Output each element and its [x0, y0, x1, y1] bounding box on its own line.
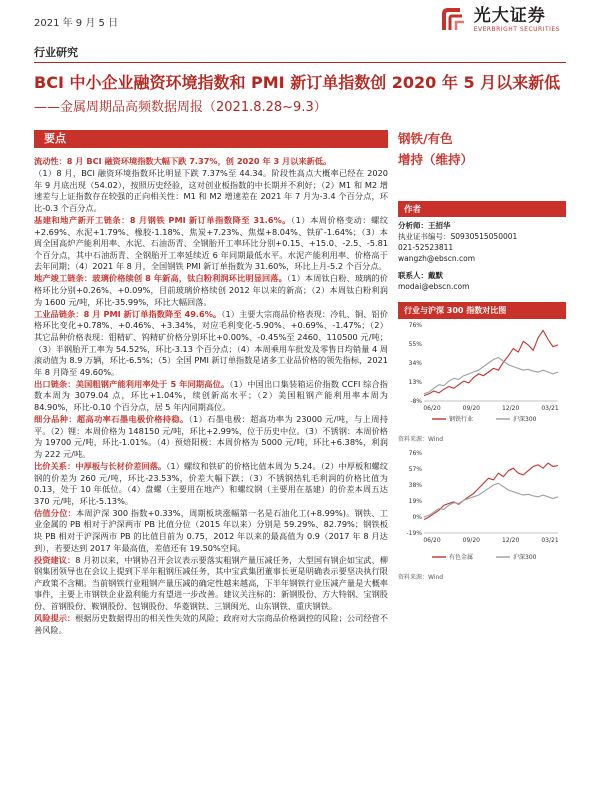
- keypoint-paragraph: [34, 379, 388, 414]
- keypoint-text: （1）本周价格变动：螺纹+2.69%、水泥+1.79%、橡胶-1.18%、焦炭+7.23%、焦煤+8.04%、铁矿-1.64%；（3）本周全国高炉产能利用率、水泥、石油沥青、全钢胎开工率环比分别+0.15、+15.0、-2.5、-5.81 个百分点，其中石油沥青、全钢胎开工率延续近 6 年同期最低水平。水泥产能利用率、价格高于去年同期；（4）2021 年 8 月，全国钢铁 PMI 新订单指数为 31.60%，环比上月-5.2 个百分点。: [34, 214, 388, 272]
- author-header: 作者: [398, 201, 566, 217]
- keypoint-paragraph: [34, 156, 388, 168]
- analyst-block: [398, 220, 566, 264]
- chart-source-1: 资料来源：Wind: [398, 436, 444, 443]
- keypoint-text: （1）8 月，BCI 融资环境指数环比明显下跌 7.37%至 44.34。阶段性高点大概率已经在 2020 年 9 月底出现（54.02），按照历史经验，这对创业板指数的中长期并不利好；（2）M1 和 M2 增速差与上证指数存在较强的正向相关性：M1 和 M2 增速差在 2021 年 7 月为-3.4 个百分点，环比-0.3 个百分点。: [34, 168, 388, 213]
- keypoint-heading: 估值分位：: [34, 507, 76, 518]
- keypoint-text: 根据历史数据得出的相关性失效的风险；政府对大宗商品价格调控的风险；公司经营不善风险。: [34, 613, 388, 635]
- legend-label: 沪深300: [513, 554, 537, 561]
- legend-label: 沪深300: [513, 416, 537, 423]
- series-line: [424, 358, 558, 394]
- legend-label: 钢铁行业: [449, 416, 474, 423]
- legend-label: 有色金属: [449, 554, 474, 561]
- keypoint-paragraph: [34, 168, 388, 214]
- sidebar: [398, 130, 566, 581]
- report-subtitle: ——金属周期品高频数据周报（2021.8.28~9.3）: [34, 100, 327, 115]
- y-tick-label: 34%: [408, 360, 422, 367]
- analyst-phone: 021-52523811: [398, 243, 454, 252]
- y-tick-label: 13%: [408, 379, 422, 386]
- x-tick-label: 03/21: [541, 537, 559, 544]
- report-title: BCI 中小企业融资环境指数和 PMI 新订单指数创 2020 年 5 月以来新低: [34, 73, 561, 92]
- keypoint-text: （1）石墨电极：超高功率为 23000 元/吨，与上周持平。（2）锂：本周价格为 148150 元/吨，环比+2.99%，位于历史中位。（3）不锈钢：本周价格为 19700 元/吨，环比-1.01%。（4）预焙阳极：本周价格为 5000 元/吨，环比+6.38%，利润为 222 元/吨。: [34, 414, 388, 459]
- x-tick-label: 12/20: [502, 537, 520, 544]
- analyst-cert: 执业证书编号：S0930515050001: [398, 232, 518, 241]
- keypoint-text: （1）螺纹和铁矿的价格比值本周为 5.24。（2）中厚板和螺纹钢的价差为 260 元/吨，环比-23.53%，价差大幅下跌；（3）不锈钢热轧毛利润的价格比值为 0.13，处于 10 年低位。（4）盘螺（主要用在地产）和螺纹钢（主要用在基建）的价差本周五达 370 元/吨，环比-5.13%。: [34, 460, 388, 506]
- y-tick-label: -8%: [410, 398, 422, 405]
- keypoint-paragraph: [34, 309, 388, 379]
- chart-header: 行业与沪深 300 指数对比图: [398, 302, 566, 319]
- y-tick-label: 19%: [408, 498, 422, 505]
- y-tick-label: 0%: [412, 514, 422, 521]
- keypoint-heading: 工业品链条：8 月 PMI 新订单指数降至 49.6%。: [34, 308, 222, 319]
- y-tick-label: 55%: [408, 341, 422, 348]
- series-line: [424, 463, 558, 519]
- section-label: 行业研究: [34, 46, 78, 59]
- keypoint-heading: 投资建议：: [34, 554, 76, 565]
- keypoint-text: 8 月初以来，中钢协召开会议表示要落实粗钢产量压减任务，大型国有钢企如宝武、柳钢集团领导也在会议上提到下半年粗钢压减任务，其中宝武集团董事长更是明确表示要坚决执行限产政策不含糊。当前钢铁行业粗钢产量压减的确定性越来越高，下半年钢铁行业压减产量是大概率事件，主要上市钢铁企业盈利能力有望进一步改善。建议关注标的：新钢股份、方大特钢、宝钢股份、首钢股份、鞍钢股份、包钢股份、华菱钢铁、三钢闽光、山东钢铁、重庆钢铁。: [34, 554, 388, 612]
- x-tick-label: 06/20: [423, 537, 441, 544]
- keypoint-heading: 比价关系：中厚板与长材价差回落。: [34, 460, 167, 471]
- y-tick-label: 38%: [408, 482, 422, 489]
- series-line: [424, 483, 558, 517]
- keypoint-paragraph: [34, 508, 388, 554]
- sector-label: 钢铁/有色: [398, 131, 453, 146]
- report-date: 2021 年 9 月 5 日: [34, 18, 119, 29]
- contact-block: [398, 270, 566, 292]
- keypoint-text: 本周沪深 300 指数+0.33%，周期板块涨幅第一名是石油化工(+8.99%)。钢铁、工业金属的 PB 相对于沪深两市 PB 比值分位（2015 年以来）分别是 59.29%、82.79%；钢铁板块 PB 相对于沪深两市 PB 的比值目前为 0.75，2012 年以来的最高值为 0.9（2017 年 8 月达到），若要达到 2017 年最高值，差值还有 19.50%空间。: [34, 507, 388, 553]
- x-tick-label: 09/20: [462, 405, 480, 412]
- y-tick-label: 57%: [408, 466, 422, 473]
- keypoint-paragraph: [34, 461, 388, 507]
- y-tick-label: 76%: [408, 450, 422, 457]
- keypoint-heading: 地产竣工链条：玻璃价格续创 8 年新高，钛白粉利润环比明显回落。: [34, 273, 288, 284]
- keypoint-heading: 流动性：8 月 BCI 融资环境指数大幅下跌 7.37%，创 2020 年 3 月以来新低。: [34, 156, 332, 166]
- everbright-logo-icon: [440, 6, 468, 34]
- logo-name-cn: 光大证券: [473, 6, 546, 26]
- x-tick-label: 09/20: [462, 537, 480, 544]
- x-tick-label: 12/20: [502, 405, 520, 412]
- contact-name: 戴默: [428, 271, 443, 280]
- keypoint-paragraph: [34, 273, 388, 308]
- keypoint-text: （1）主要大宗商品价格表现：冷轧、铜、铝价格环比变化+0.78%、+0.46%、+3.34%，对应毛利变化-5.90%、+0.69%、-1.47%；（2）其它品种价格表现：钼精矿、钨精矿价格分别环比+0.00%、-0.45%至 2460、110500 元/吨；（3）半钢胎开工率为 54.52%，环比-3.13 个百分点；（4）本周乘用车批发及零售日均销量 4 周滚动值为 8.9 万辆，环比-6.5%；（5）全国 PMI 新订单指数是诸多工业品价格的领先指标，2021 年 8 月降至 49.60%。: [34, 308, 388, 377]
- keypoints-body: [34, 156, 388, 637]
- rating-label: 增持（维持）: [398, 152, 474, 167]
- logo: [440, 6, 560, 34]
- steel-vs-hs300-chart: [398, 319, 566, 429]
- analyst-name: 王招华: [428, 221, 451, 230]
- keypoint-heading: 基建和地产新开工链条：8 月钢铁 PMI 新订单指数降至 31.6%。: [34, 214, 292, 225]
- keypoint-heading: 细分品种：超高功率石墨电极价格持稳。: [34, 414, 189, 425]
- keypoint-paragraph: [34, 613, 388, 636]
- y-tick-label: 76%: [408, 322, 422, 329]
- logo-name-en: EVERBRIGHT SECURITIES: [473, 26, 560, 33]
- keypoints-header: 要点: [34, 130, 388, 148]
- chart-source-2: 资料来源：Wind: [398, 574, 444, 581]
- header-divider: [34, 62, 566, 63]
- keypoint-text: （1）中国出口集装箱运价指数 CCFI 综合指数本周为 3079.04 点，环比+1.04%，续创新高水平；（2）美国粗钢产能利用率本周为 84.90%，环比-0.10 个百分点，居 5 年内同期高位。: [34, 378, 388, 412]
- analyst-label: 分析师：: [398, 221, 428, 230]
- x-tick-label: 06/20: [423, 405, 441, 412]
- keypoint-heading: 出口链条：美国粗钢产能利用率处于 5 年同期高位。: [34, 378, 230, 389]
- contact-label: 联系人：: [398, 271, 428, 280]
- analyst-email[interactable]: wangzh@ebscn.com: [398, 254, 475, 263]
- keypoint-paragraph: [34, 555, 388, 613]
- keypoint-text: （1）本周钛白粉、玻璃的价格环比分别+0.26%、+0.09%，目前玻璃价格续创 2012 年以来的新高；（2）本周钛白粉利润为 1600 元/吨，环比-35.99%，环比大幅回落。: [34, 273, 388, 307]
- nonferrous-vs-hs300-chart: [398, 447, 566, 567]
- keypoint-heading: 风险提示：: [34, 613, 76, 624]
- x-tick-label: 03/21: [541, 405, 559, 412]
- y-tick-label: -19%: [406, 530, 422, 537]
- contact-email[interactable]: modai@ebscn.com: [398, 282, 470, 291]
- keypoint-paragraph: [34, 414, 388, 460]
- keypoint-paragraph: [34, 215, 388, 273]
